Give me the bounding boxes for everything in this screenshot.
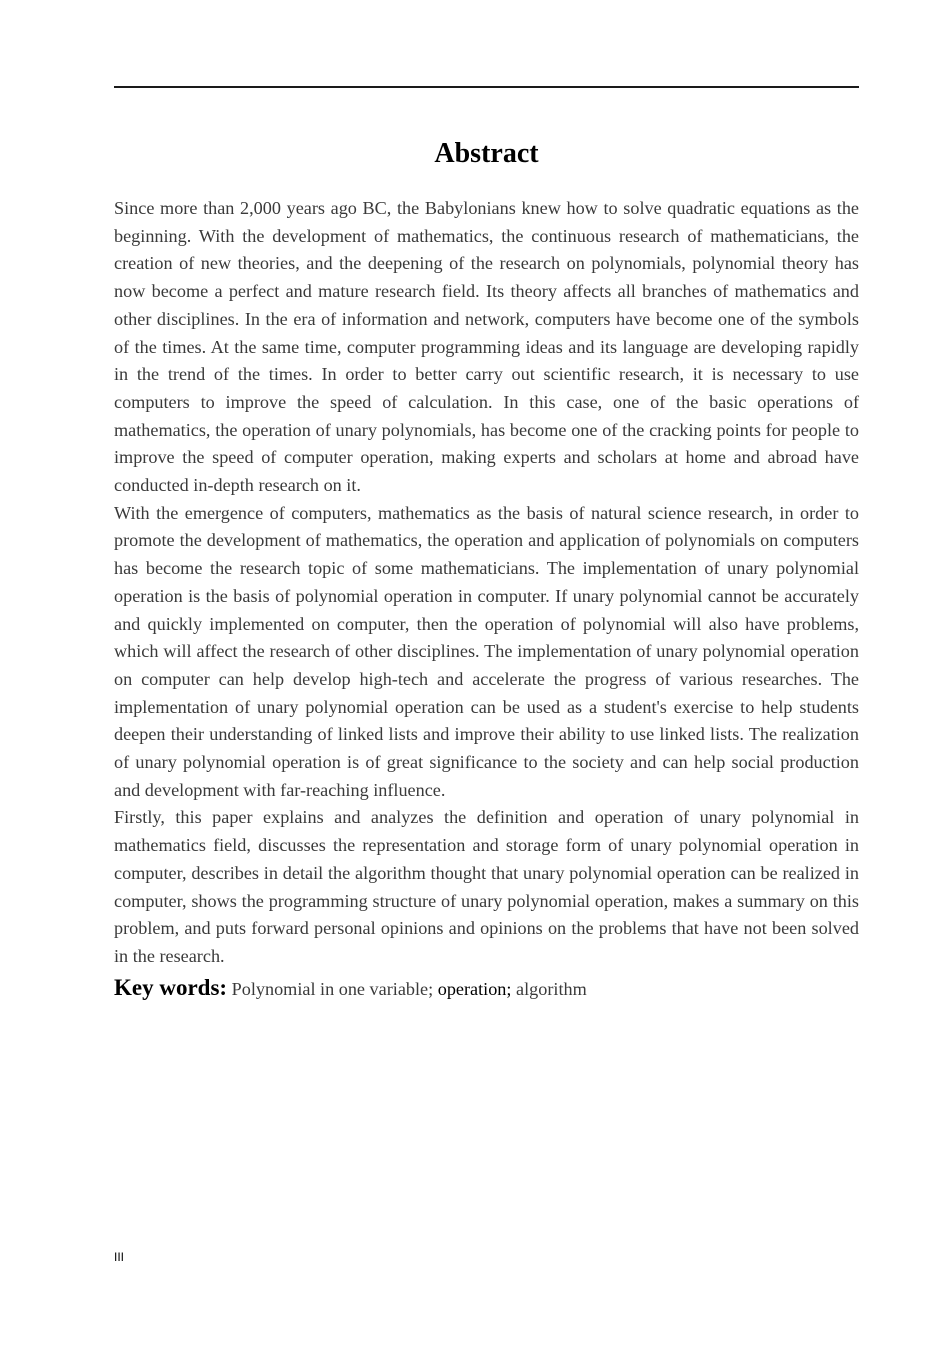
abstract-paragraph-1: Since more than 2,000 years ago BC, the Babylonians knew how to solve quadratic equations as the beginning. With the development of mathematics, the continuous research of mathematicians, the creation of new theories, and the deepening of the research on polynomials, polynomial theory has now become a perfect and mature research field. Its theory affects all branches of mathematics and other disciplines. In the era of information and network, computers have become one of the symbols of the times. At the same time, computer programming ideas and its language are developing rapidly in the trend of the times. In order to better carry out scientific research, it is necessary to use computers to improve the speed of calculation. In this case, one of the basic operations of mathematics, the operation of unary polynomials, has become one of the cracking points for people to improve the speed of computer operation, making experts and scholars at home and abroad have conducted in-depth research on it.: [114, 198, 859, 496]
abstract-body: [114, 195, 859, 1004]
abstract-paragraph-3: Firstly, this paper explains and analyzes the definition and operation of unary polynomial in mathematics field, discusses the representation and storage form of unary polynomial operation in computer, describes in detail the algorithm thought that unary polynomial operation can be realized in computer, shows the programming structure of unary polynomial operation, makes a summary on this problem, and puts forward personal opinions and opinions on the problems that have not been solved in the research.: [114, 807, 859, 966]
keyword-2: operation;: [437, 978, 512, 999]
page-title: Abstract: [434, 138, 539, 169]
page-number: III: [114, 1250, 125, 1264]
keywords-label: Key words:: [114, 974, 228, 1000]
keywords-line: [114, 973, 859, 1004]
abstract-paragraph-2: With the emergence of computers, mathematics as the basis of natural science research, in order to promote the development of mathematics, the operation and application of polynomials on computers has become the research topic of some mathematicians. The implementation of unary polynomial operation is the basis of polynomial operation in computer. If unary polynomial cannot be accurately and quickly implemented on computer, then the operation of polynomial will also have problems, which will affect the research of other disciplines. The implementation of unary polynomial operation on computer can help develop high-tech and accelerate the progress of various researches. The implementation of unary polynomial operation can be used as a student's exercise to help students deepen their understanding of linked lists and improve their ability to use linked lists. The realization of unary polynomial operation is of great significance to the society and can help social production and development with far-reaching influence.: [114, 502, 859, 800]
keyword-3: algorithm: [516, 978, 587, 999]
keyword-1: Polynomial in one variable;: [231, 978, 434, 999]
header-rule: [114, 86, 859, 88]
